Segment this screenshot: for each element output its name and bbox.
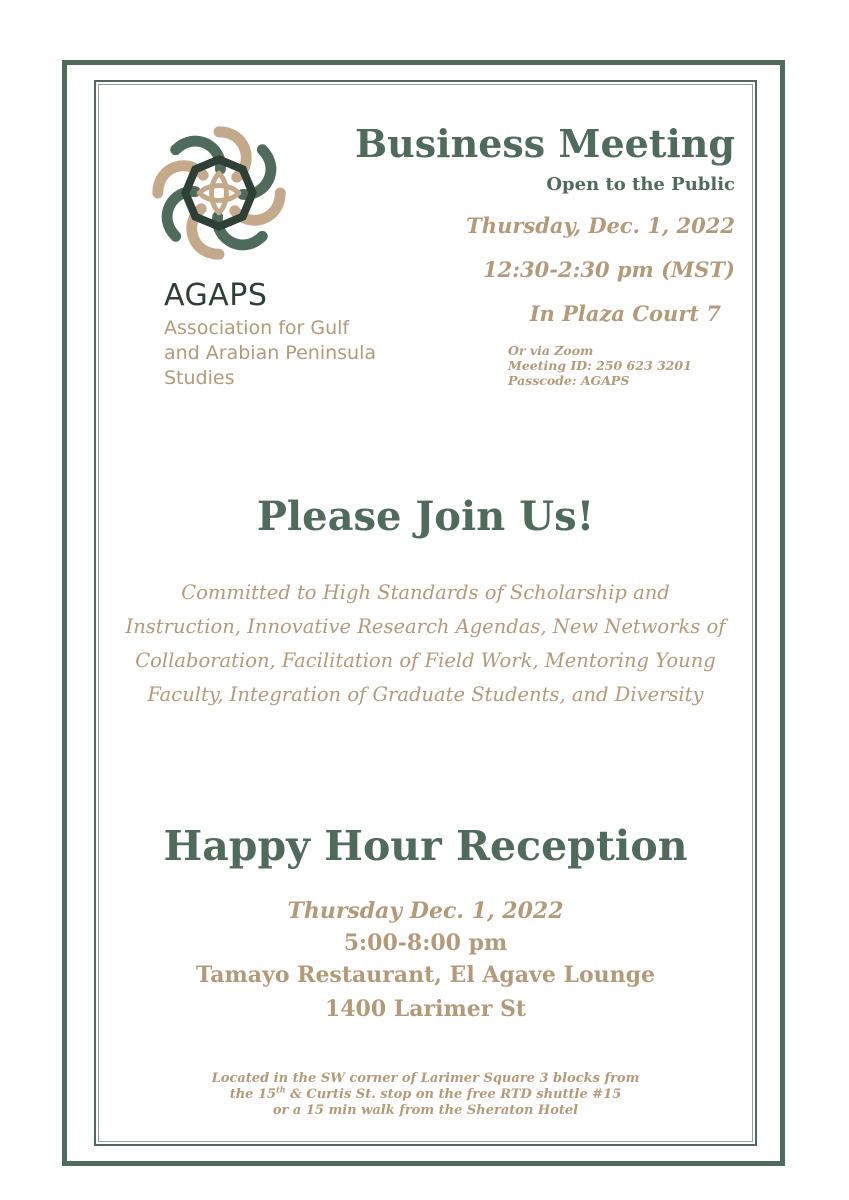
zoom-info bbox=[508, 343, 692, 388]
org-name-line: and Arabian Peninsula bbox=[164, 342, 376, 364]
meeting-time: 12:30-2:30 pm (MST) bbox=[483, 257, 735, 282]
reception-time: 5:00-8:00 pm bbox=[343, 930, 508, 956]
mission-statement bbox=[94, 576, 757, 712]
mission-line: Committed to High Standards of Scholarship and bbox=[181, 581, 670, 604]
location-line bbox=[94, 1084, 757, 1103]
business-meeting-title: Business Meeting bbox=[355, 121, 735, 166]
org-acronym: AGAPS bbox=[164, 278, 268, 313]
reception-date: Thursday Dec. 1, 2022 bbox=[287, 898, 564, 924]
mission-line: Instruction, Innovative Research Agendas, New Networks of bbox=[125, 615, 726, 638]
meeting-date: Thursday, Dec. 1, 2022 bbox=[466, 213, 735, 238]
ordinal-suffix: th bbox=[276, 1084, 286, 1095]
open-to-public: Open to the Public bbox=[546, 174, 735, 195]
zoom-passcode: Passcode: AGAPS bbox=[508, 373, 630, 388]
mission-line: Faculty, Integration of Graduate Students, and Diversity bbox=[147, 683, 704, 706]
reception-address: 1400 Larimer St bbox=[324, 996, 527, 1022]
agaps-logo-icon bbox=[140, 114, 298, 272]
org-name-line: Association for Gulf bbox=[164, 317, 350, 339]
reception-venue: Tamayo Restaurant, El Agave Lounge bbox=[195, 962, 655, 988]
mission-line: Collaboration, Facilitation of Field Work, Mentoring Young bbox=[135, 649, 716, 672]
org-name-line: Studies bbox=[164, 367, 235, 389]
join-heading: Please Join Us! bbox=[256, 493, 595, 540]
zoom-line: Or via Zoom bbox=[508, 343, 594, 358]
org-full-name bbox=[164, 316, 376, 391]
location-line: Located in the SW corner of Larimer Square 3 blocks from bbox=[211, 1071, 640, 1086]
meeting-location: In Plaza Court 7 bbox=[529, 301, 721, 326]
reception-title: Happy Hour Reception bbox=[163, 822, 688, 870]
location-text: & Curtis St. stop on the free RTD shuttle #15 bbox=[285, 1087, 622, 1102]
location-line: or a 15 min walk from the Sheraton Hotel bbox=[272, 1103, 579, 1118]
zoom-meeting-id: Meeting ID: 250 623 3201 bbox=[508, 358, 692, 373]
location-note bbox=[94, 1071, 757, 1119]
location-text: the 15 bbox=[229, 1087, 277, 1102]
